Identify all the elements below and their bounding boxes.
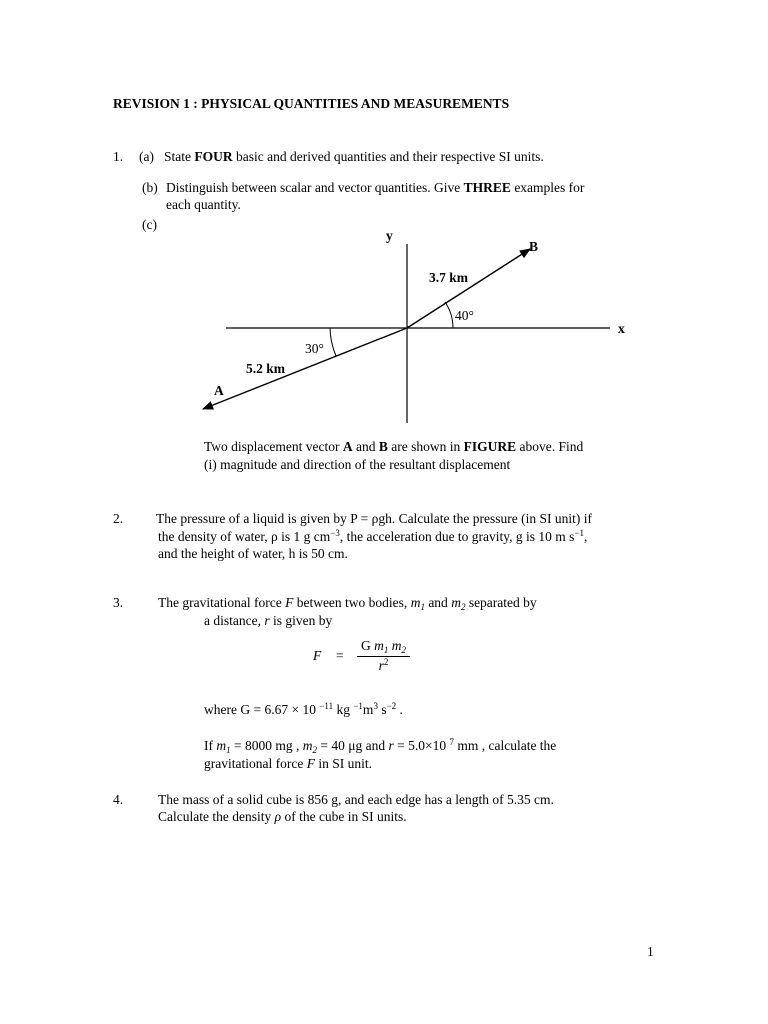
- q3-constant-g: where G = 6.67 × 10 $^{-11}$ kg $^{-1}m^3$ $s^{-2}$ .: [204, 701, 403, 717]
- q1b-text-line2: each quantity.: [166, 197, 241, 212]
- q3-given-values: If $m_1 = 8000$ mg , $m_2 = 40$ μg and r = 5.0×10 $^7$ mm , calculate the: [204, 737, 557, 755]
- question-4-number: 4.: [113, 792, 124, 807]
- vector-a-label: A: [214, 383, 224, 398]
- angle-b-label: 40°: [455, 308, 474, 323]
- page-number: 1: [647, 944, 654, 959]
- q1a-label: (a): [139, 149, 154, 164]
- q2-line3: and the height of water, h is 50 cm.: [158, 546, 348, 561]
- vector-a-magnitude: 5.2 km: [246, 361, 286, 376]
- q1b-label: (b): [142, 180, 158, 195]
- angle-a-arc: [330, 328, 336, 356]
- formula-denominator: $r^2$: [378, 657, 389, 673]
- q1c-subquestion-i: (i) magnitude and direction of the resultant displacement: [204, 457, 511, 472]
- q1c-text: Two displacement vector A and B are shown in FIGURE above. Find: [204, 439, 584, 454]
- formula-fraction: [357, 637, 410, 674]
- formula-lhs: F: [313, 648, 322, 663]
- q1c-label: (c): [142, 217, 157, 232]
- angle-a-label: 30°: [305, 341, 324, 356]
- vector-b-label: B: [529, 239, 539, 254]
- question-1-number: 1.: [113, 149, 124, 164]
- q4-line1: The mass of a solid cube is 856 g, and each edge has a length of 5.35 cm.: [158, 792, 554, 807]
- page-title: REVISION 1 : PHYSICAL QUANTITIES AND MEASUREMENTS: [113, 96, 510, 111]
- q1a-text: State FOUR basic and derived quantities and their respective SI units.: [164, 149, 544, 164]
- q1b-text: Distinguish between scalar and vector quantities. Give THREE examples for: [166, 180, 585, 195]
- question-2-number: 2.: [113, 511, 124, 526]
- q2-line2: the density of water, ρ is 1 g $cm^{-3}$, the acceleration due to gravity, g is 10 m $s^{-1}$,: [158, 528, 588, 544]
- q3-last-line: gravitational force F in SI unit.: [204, 756, 372, 771]
- y-axis-label: y: [386, 228, 393, 243]
- question-3-number: 3.: [113, 595, 124, 610]
- q2-line1: The pressure of a liquid is given by P = ρgh. Calculate the pressure (in SI unit) if: [156, 511, 593, 526]
- formula-equals: =: [336, 648, 344, 663]
- vector-b-magnitude: 3.7 km: [429, 270, 469, 285]
- q3-line2: a distance, r is given by: [204, 613, 333, 628]
- formula-numerator: G $m_1$ $m_2$: [357, 637, 410, 657]
- q3-line1: The gravitational force F between two bodies, $m_1$ and $m_2$ separated by: [158, 595, 537, 612]
- q4-line2: Calculate the density ρ of the cube in SI units.: [158, 809, 407, 824]
- x-axis-label: x: [618, 321, 625, 336]
- angle-b-arc: [445, 302, 453, 328]
